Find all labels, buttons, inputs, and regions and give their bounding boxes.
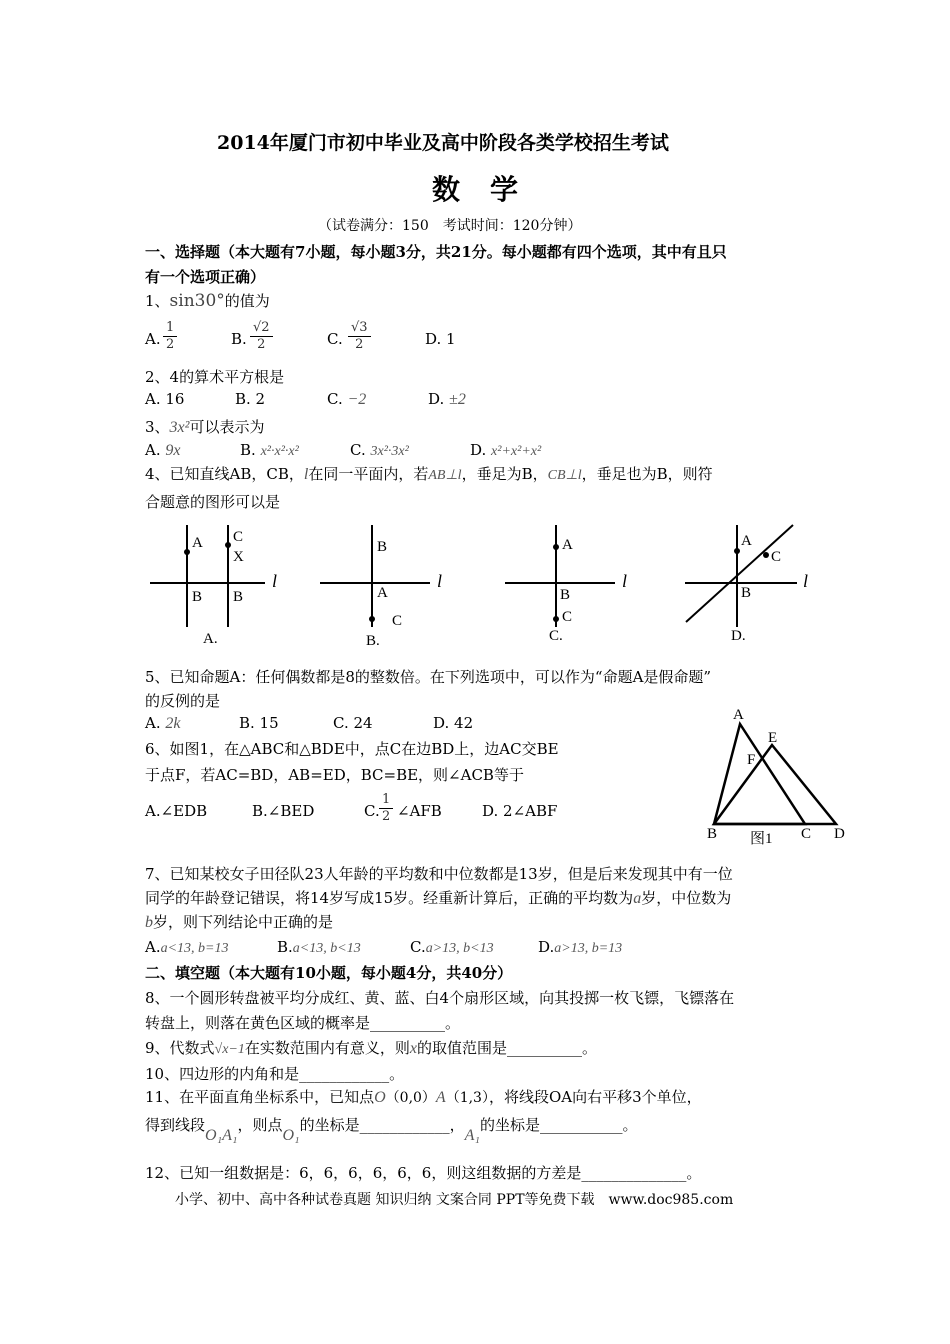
q3-expression: 3x² bbox=[169, 419, 190, 436]
q1-option-b-fraction bbox=[250, 320, 273, 353]
q12-text: 12、已知一组数据是：6，6，6，6，6，6，则这组数据的方差是 bbox=[145, 1164, 582, 1182]
q11-text-e: 的坐标是 bbox=[299, 1116, 360, 1134]
q7-text-a: 同学的年龄登记错误，将14岁写成15岁。经重新计算后，正确的平均数为 bbox=[145, 889, 634, 907]
section1-heading-line1: 一、选择题（本大题有7小题，每小题3分，共21分。每小题都有四个选项，其中有且只 bbox=[145, 243, 727, 261]
fig-b-point-b: B bbox=[377, 539, 388, 555]
fig-d-point-b: B bbox=[741, 585, 752, 601]
fig1-caption: 图1 bbox=[750, 831, 773, 847]
q12-answer-blank[interactable]: ______________ bbox=[581, 1164, 687, 1182]
fig-c-point-b: B bbox=[560, 587, 571, 603]
q9-var-x: x bbox=[409, 1040, 418, 1057]
q5-option-a bbox=[145, 716, 181, 732]
q5-option-c: C. 24 bbox=[333, 714, 373, 732]
fig-d-label: D. bbox=[731, 628, 746, 644]
q5-stem-line1: 5、已知命题A：任何偶数都是8的整数倍。在下列选项中，可以作为“命题A是假命题” bbox=[145, 668, 712, 686]
q6-option-d: D. 2∠ABF bbox=[482, 802, 558, 820]
q11-point-o: O bbox=[374, 1089, 386, 1106]
fig1-point-a: A bbox=[733, 707, 744, 723]
q2-option-d-label: D. bbox=[428, 390, 445, 408]
fig-b-point-c: C bbox=[392, 613, 403, 629]
q11-end: 。 bbox=[622, 1116, 638, 1134]
fig-a-point-x: X bbox=[233, 549, 244, 565]
q1-option-a-label: A. bbox=[145, 330, 161, 348]
q1-option-b-label: B. bbox=[231, 330, 247, 348]
subject-title: 数学 bbox=[432, 173, 549, 206]
fig-a-point-c: C bbox=[233, 529, 244, 545]
page-footer: 小学、初中、高中各种试卷真题 知识归纳 文案合同 PPT等免费下载 www.doc985.com bbox=[175, 1192, 734, 1208]
q7-option-a-value: a<13, b=13 bbox=[160, 941, 229, 956]
q11-segment: O₁A₁ bbox=[205, 1127, 238, 1144]
q3-option-a bbox=[145, 443, 181, 459]
fig-a-point-b2: B bbox=[233, 589, 244, 605]
q3-option-b-value: x²·x²·x² bbox=[260, 444, 299, 459]
q4-line-l: l bbox=[303, 466, 309, 483]
q3-option-c-label: C. bbox=[350, 441, 366, 459]
q7-stem-line2 bbox=[145, 891, 731, 907]
q11-point-o1: O₁ bbox=[282, 1127, 300, 1144]
q7-stem-line3 bbox=[145, 915, 333, 931]
q4-text-b: 在同一平面内，若 bbox=[308, 465, 429, 483]
q3-option-c bbox=[350, 443, 409, 459]
fig-b-label: B. bbox=[366, 633, 380, 649]
q5-option-b: B. 15 bbox=[239, 714, 279, 732]
q11-text-d: ，则点 bbox=[237, 1116, 283, 1134]
fig-c-point-a: A bbox=[562, 537, 573, 553]
q11-text-f: 的坐标是 bbox=[479, 1116, 540, 1134]
q1-option-a-fraction bbox=[163, 320, 177, 353]
q3-number: 3、 bbox=[145, 418, 170, 436]
q6-option-b: B.∠BED bbox=[252, 802, 315, 820]
q11-answer-blank-1[interactable]: ____________ bbox=[359, 1116, 450, 1134]
exam-title: 2014年厦门市初中毕业及高中阶段各类学校招生考试 bbox=[217, 132, 669, 154]
fig-d-point-a: A bbox=[741, 533, 752, 549]
fig-a-line-l: l bbox=[272, 571, 278, 591]
q12-end: 。 bbox=[686, 1164, 702, 1182]
fraction-numerator: 1 bbox=[379, 792, 393, 809]
q4-expression-2: CB⊥l bbox=[547, 468, 582, 483]
q4-text-c: ，垂足为B， bbox=[461, 465, 548, 483]
q1-stem bbox=[145, 293, 270, 310]
q5-stem-line2: 的反例的是 bbox=[145, 692, 221, 710]
q11-text-b: ，将线段OA向右平移3个单位， bbox=[488, 1088, 702, 1106]
q1-option-c-fraction bbox=[348, 320, 371, 353]
q6-option-c-fraction bbox=[379, 792, 393, 825]
fig-a-label: A. bbox=[203, 631, 218, 647]
q1-expression: sin30° bbox=[169, 291, 225, 311]
q10-end: 。 bbox=[389, 1065, 405, 1083]
q6-stem-line2: 于点F，若AC=BD，AB=ED，BC=BE，则∠ACB等于 bbox=[145, 766, 524, 784]
q1-option-d: D. 1 bbox=[425, 330, 456, 348]
q9-stem bbox=[145, 1041, 597, 1057]
fraction-denominator: 2 bbox=[382, 809, 391, 824]
fig-b-line-l: l bbox=[437, 571, 443, 591]
q10-answer-blank[interactable]: ____________ bbox=[299, 1065, 390, 1083]
q9-text-a: 9、代数式 bbox=[145, 1039, 215, 1057]
fig1-point-b: B bbox=[707, 826, 718, 842]
q8-text: 转盘上，则落在黄色区域的概率是 bbox=[145, 1014, 371, 1032]
q3-option-d-value: x²+x²+x² bbox=[491, 444, 542, 459]
section2-heading: 二、填空题（本大题有10小题，每小题4分，共40分） bbox=[145, 964, 513, 982]
q11-point-a: A bbox=[435, 1089, 446, 1106]
fig-c-point-c: C bbox=[562, 609, 573, 625]
q12-stem bbox=[145, 1166, 701, 1181]
q2-option-b: B. 2 bbox=[235, 390, 266, 408]
q11-text-a: 11、在平面直角坐标系中，已知点 bbox=[145, 1088, 375, 1106]
fig-d-point-c: C bbox=[771, 549, 782, 565]
q10-text: 10、四边形的内角和是 bbox=[145, 1065, 300, 1083]
q7-option-c-label: C. bbox=[410, 938, 426, 956]
q7-option-d-label: D. bbox=[538, 938, 555, 956]
q8-end: 。 bbox=[445, 1014, 461, 1032]
q3-option-b-label: B. bbox=[240, 441, 256, 459]
q8-stem-line2 bbox=[145, 1016, 460, 1031]
fraction-denominator: 2 bbox=[166, 337, 175, 352]
q11-o-coordinates: （0,0） bbox=[385, 1090, 436, 1106]
q3-option-c-value: 3x²·3x² bbox=[370, 444, 409, 459]
q9-expression: √x−1 bbox=[214, 1042, 245, 1057]
q9-text-c: 的取值范围是 bbox=[417, 1039, 508, 1057]
q7-option-d bbox=[538, 940, 622, 956]
figure-1 bbox=[700, 700, 860, 850]
q11-separator: ， bbox=[449, 1116, 465, 1134]
q7-option-b-label: B. bbox=[277, 938, 293, 956]
q7-option-b-value: a<13, b<13 bbox=[292, 941, 361, 956]
q5-option-d: D. 42 bbox=[433, 714, 474, 732]
q4-stem-line2: 合题意的图形可以是 bbox=[145, 493, 281, 511]
section1-heading-line2: 有一个选项正确） bbox=[145, 268, 266, 286]
q7-var-b: b bbox=[145, 914, 153, 931]
q11-a-coordinates: （1,3） bbox=[445, 1090, 489, 1106]
fraction-denominator: 2 bbox=[257, 337, 266, 352]
q8-answer-blank[interactable]: __________ bbox=[370, 1014, 446, 1032]
fig1-point-c: C bbox=[801, 826, 812, 842]
q7-option-a-label: A. bbox=[145, 938, 161, 956]
q3-option-d-label: D. bbox=[470, 441, 487, 459]
q7-var-a: a bbox=[633, 890, 642, 907]
q3-option-b bbox=[240, 443, 299, 459]
q7-option-b bbox=[277, 940, 361, 956]
q5-option-a-value: 2k bbox=[165, 715, 181, 732]
q4-text-d: ，垂足也为B，则符 bbox=[581, 465, 713, 483]
exam-info: （试卷满分：150 考试时间：120分钟） bbox=[318, 218, 582, 234]
q6-option-c-label: C. bbox=[364, 802, 380, 820]
q2-option-c bbox=[327, 392, 366, 408]
fig-c-label: C. bbox=[549, 628, 563, 644]
q11-point-a1: A₁ bbox=[464, 1127, 480, 1144]
fig-d-line-l: l bbox=[803, 571, 809, 591]
fig1-point-d: D bbox=[834, 826, 845, 842]
q1-option-c-label: C. bbox=[327, 330, 343, 348]
q9-answer-blank[interactable]: __________ bbox=[507, 1039, 583, 1057]
q2-option-d-value: ±2 bbox=[449, 391, 466, 408]
fraction-denominator: 2 bbox=[355, 337, 364, 352]
q7-option-a bbox=[145, 940, 229, 956]
fig-c-line-l: l bbox=[622, 571, 628, 591]
q7-text-b: 岁，中位数为 bbox=[641, 889, 732, 907]
q7-option-c bbox=[410, 940, 494, 956]
fraction-numerator: 1 bbox=[163, 320, 177, 337]
fig-a-point-a: A bbox=[192, 535, 203, 551]
q6-option-c-rest: ∠AFB bbox=[397, 802, 442, 820]
q1-number: 1、 bbox=[145, 292, 170, 310]
q6-stem-line1: 6、如图1，在△ABC和△BDE中，点C在边BD上，边AC交BE bbox=[145, 740, 559, 758]
q10-stem bbox=[145, 1067, 404, 1082]
q11-answer-blank-2[interactable]: ___________ bbox=[540, 1116, 623, 1134]
q4-text-a: 4、已知直线AB，CB， bbox=[145, 465, 304, 483]
q2-option-c-label: C. bbox=[327, 390, 343, 408]
q11-text-c: 得到线段 bbox=[145, 1116, 206, 1134]
fraction-numerator: √2 bbox=[250, 320, 273, 337]
q7-option-c-value: a>13, b<13 bbox=[425, 941, 494, 956]
q8-stem-line1: 8、一个圆形转盘被平均分成红、黄、蓝、白4个扇形区域，向其投掷一枚飞镖，飞镖落在 bbox=[145, 989, 735, 1007]
q3-stem bbox=[145, 420, 264, 436]
q9-text-b: 在实数范围内有意义，则 bbox=[244, 1039, 410, 1057]
q3-option-d bbox=[470, 443, 541, 459]
q6-option-a: A.∠EDB bbox=[145, 802, 208, 820]
fig1-point-e: E bbox=[768, 730, 778, 746]
q2-option-d bbox=[428, 392, 466, 408]
q2-option-a: A. 16 bbox=[145, 390, 185, 408]
q11-stem-line2 bbox=[145, 1116, 638, 1144]
q4-expression-1: AB⊥l bbox=[428, 468, 462, 483]
q7-option-d-value: a>13, b=13 bbox=[554, 941, 623, 956]
q4-stem-line1 bbox=[145, 467, 713, 483]
q3-option-a-label: A. bbox=[145, 441, 161, 459]
q7-text-c: 岁，则下列结论中正确的是 bbox=[153, 913, 334, 931]
q4-figures bbox=[0, 515, 950, 655]
q2-option-c-value: −2 bbox=[347, 391, 367, 408]
q5-option-a-label: A. bbox=[145, 714, 161, 732]
q3-text: 可以表示为 bbox=[189, 418, 265, 436]
q11-stem-line1 bbox=[145, 1090, 702, 1106]
fig1-point-f: F bbox=[747, 752, 756, 768]
q3-option-a-value: 9x bbox=[165, 442, 181, 459]
fraction-numerator: √3 bbox=[348, 320, 371, 337]
fig-a-point-b1: B bbox=[192, 589, 203, 605]
q7-stem-line1: 7、已知某校女子田径队23人年龄的平均数和中位数都是13岁，但是后来发现其中有一位 bbox=[145, 865, 733, 883]
q1-text: 的值为 bbox=[224, 292, 270, 310]
fig-b-point-a: A bbox=[377, 585, 388, 601]
q9-end: 。 bbox=[582, 1039, 598, 1057]
q2-stem: 2、4的算术平方根是 bbox=[145, 368, 285, 386]
